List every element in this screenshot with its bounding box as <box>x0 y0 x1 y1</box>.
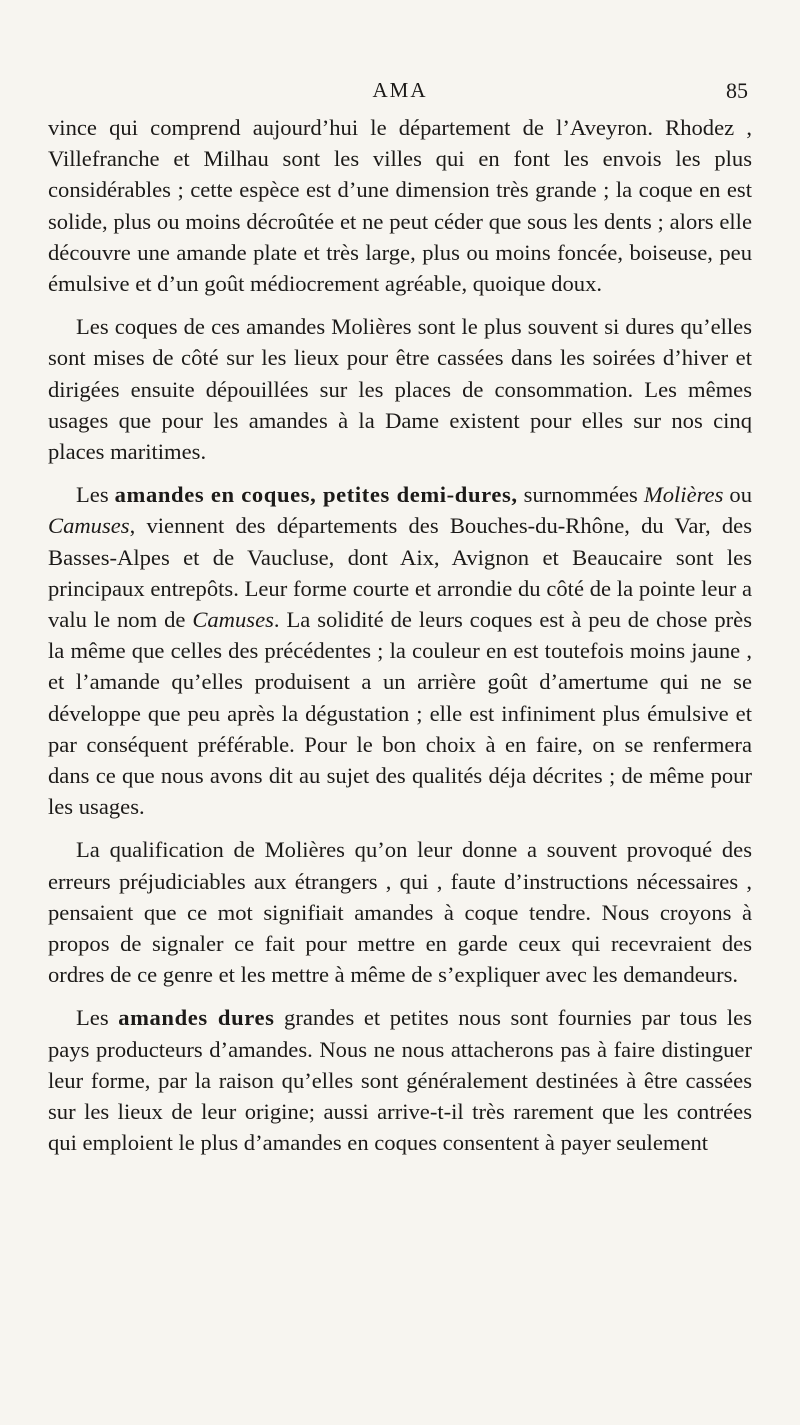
paragraph <box>48 834 752 990</box>
italic-term: Molières <box>643 482 724 508</box>
text-run: . La solidité de leurs coques est à peu de chose près la même que celles des précédentes ; la couleur en est toutefois moins jaune , et l’amande qu’elles produisent a un arrière goût d’amertume qui ne se développe que peu après la dégustation ; elle est infiniment plus émulsive et par conséquent préférable. Pour le bon choix à en faire, on se renfermera dans ce que nous avons dit au sujet des qualités déja décrites ; de même pour les usages. <box>48 607 752 820</box>
text-run: vince qui comprend aujourd’hui le département de l’Aveyron. Rhodez , Villefranche et Milhau sont les villes qui en font les envois les plus considérables ; cette espèce est d’une dimension très grande ; la coque en est solide, plus ou moins décroûtée et ne peut céder que sous les dents ; alors elle découvre une amande plate et très large, plus ou moins foncée, boiseuse, peu émulsive et d’un goût médiocrement agréable, quoique doux. <box>48 115 752 297</box>
page-header <box>48 78 752 108</box>
text-run: La qualification de Molières qu’on leur donne a souvent provoqué des erreurs préjudiciables aux étrangers , qui , faute d’instructions nécessaires , pensaient que ce mot signifiait amandes à coque tendre. Nous croyons à propos de signaler ce fait pour mettre en garde ceux qui recevraient des ordres de ce genre et les mettre à même de s’expliquer avec les demandeurs. <box>48 837 752 988</box>
text-run: grandes et petites nous sont fournies par tous les pays producteurs d’amandes. Nous ne nous attacherons pas à faire distinguer leur forme, par la raison qu’elles sont généralement destinées à être cassées sur les lieux de leur origine; aussi arrive-t-il très rarement que les contrées qui emploient le plus d’amandes en coques consentent à payer seulement <box>48 1005 752 1156</box>
bold-term: amandes dures <box>118 1005 275 1031</box>
bold-term: amandes en coques, petites demi-dures, <box>114 482 518 508</box>
paragraph <box>48 1002 752 1158</box>
text-run: Les <box>76 482 115 508</box>
text-run: Les <box>76 1005 119 1031</box>
italic-term: Camuses <box>192 607 274 633</box>
text-run: , viennent des départements des Bouches-du-Rhône, du Var, des Basses-Alpes et de Vaucluse, dont Aix, Avignon et Beaucaire sont les principaux entrepôts. Leur forme courte et arrondie du côté de la pointe leur a valu le nom de <box>48 513 752 633</box>
text-run: Les coques de ces amandes Molières sont le plus souvent si dures qu’elles sont mises de côté sur les lieux pour être cassées dans les soirées d’hiver et dirigées ensuite dépouillées sur les places de consommation. Les mêmes usages que pour les amandes à la Dame existent pour elles sur nos cinq places maritimes. <box>48 314 752 465</box>
body-text <box>48 112 752 1159</box>
paragraph <box>48 479 752 822</box>
italic-term: Camuses <box>48 513 130 539</box>
page-number: 85 <box>726 78 748 103</box>
text-run: surnommées <box>517 482 644 508</box>
text-run: ou <box>723 482 752 508</box>
paragraph <box>48 112 752 299</box>
running-title: AMA <box>372 78 428 102</box>
paragraph <box>48 311 752 467</box>
